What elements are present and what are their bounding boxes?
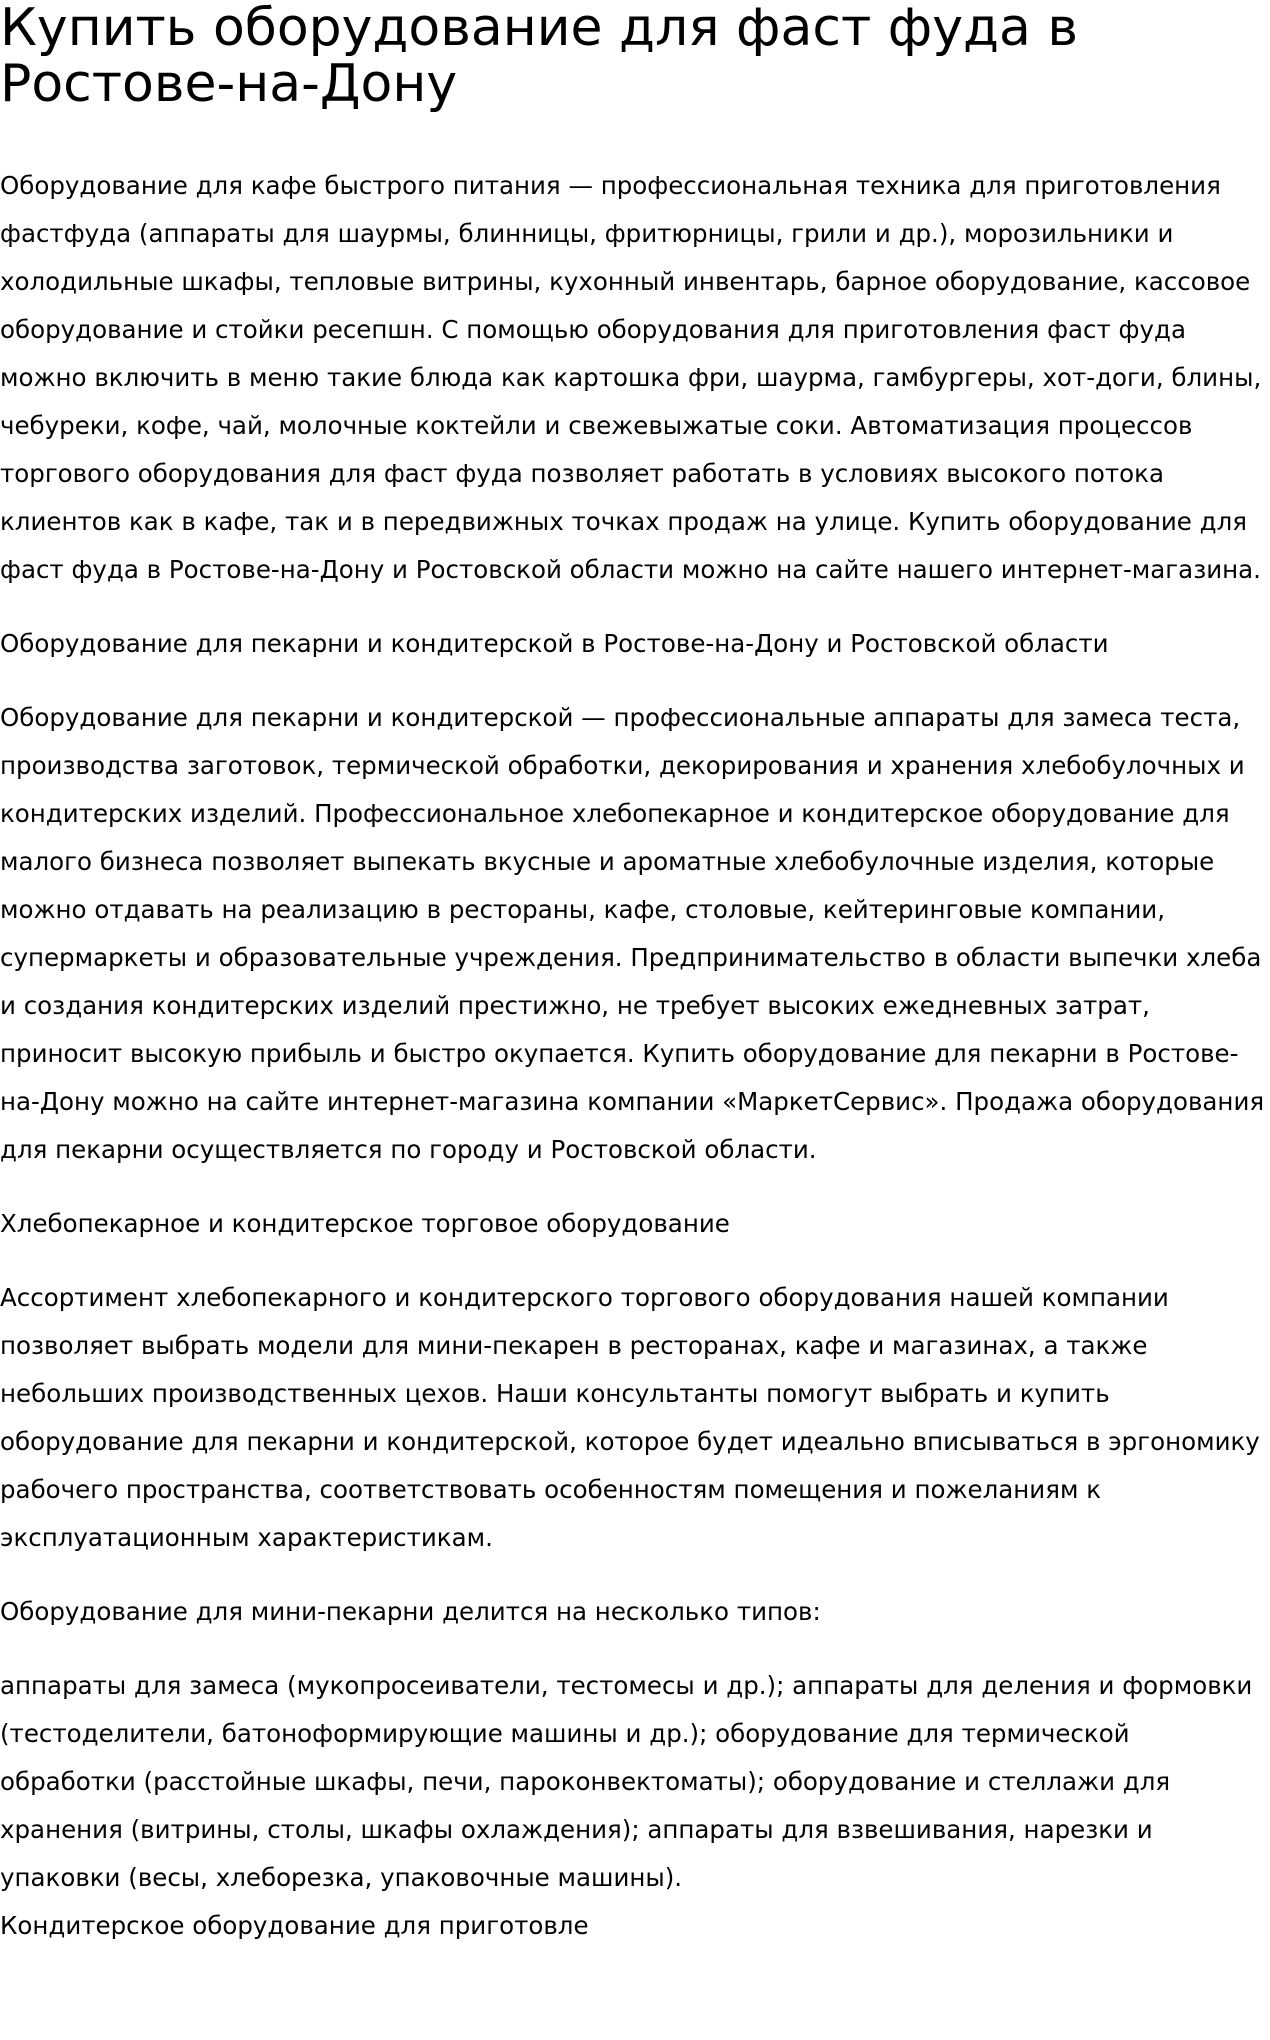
- paragraph-truncated: Кондитерское оборудование для приготовле: [0, 1911, 589, 1940]
- paragraph-bakery-description: Оборудование для пекарни и кондитерской — профессиональные аппараты для замеса теста, производства заготовок, термической обработки, декорирования и хранения хлебобулочных и кондитерских изделий. Профессиональное хлебопекарное и кондитерское оборудование для малого бизнеса позволяет выпекать вкусные и ароматные хлебобулочные изделия, которые можно отдавать на реализацию в рестораны, кафе, столовые, кейтеринговые компании, супермаркеты и образовательные учреждения. Предпринимательство в области выпечки хлеба и создания кондитерских изделий престижно, не требует высоких ежедневных затрат, приносит высокую прибыль и быстро окупается. Купить оборудование для пекарни в Ростове-на-Дону можно на сайте интернет-магазина компании «МаркетСервис». Продажа оборудования для пекарни осуществляется по городу и Ростовской области.: [0, 703, 1265, 1164]
- paragraph-assortment: Ассортимент хлебопекарного и кондитерского торгового оборудования нашей компании позволяет выбрать модели для мини-пекарен в ресторанах, кафе и магазинах, а также небольших производственных цехов. Наши консультанты помогут выбрать и купить оборудование для пекарни и кондитерской, которое будет идеально вписываться в эргономику рабочего пространства, соответствовать особенностям помещения и пожеланиям к эксплуатационным характеристикам.: [0, 1283, 1260, 1552]
- paragraph-fast-food-intro: Оборудование для кафе быстрого питания — профессиональная техника для приготовления фастфуда (аппараты для шаурмы, блинницы, фритюрницы, грили и др.), морозильники и холодильные шкафы, тепловые витрины, кухонный инвентарь, барное оборудование, кассовое оборудование и стойки ресепшн. С помощью оборудования для приготовления фаст фуда можно включить в меню такие блюда как картошка фри, шаурма, гамбургеры, хот-доги, блины, чебуреки, кофе, чай, молочные коктейли и свежевыжатые соки. Автоматизация процессов торгового оборудования для фаст фуда позволяет работать в условиях высокого потока клиентов как в кафе, так и в передвижных точках продаж на улице. Купить оборудование для фаст фуда в Ростове-на-Дону и Ростовской области можно на сайте нашего интернет-магазина.: [0, 171, 1262, 584]
- paragraph-bakery-equipment-heading: Хлебопекарное и кондитерское торговое оборудование: [0, 1209, 730, 1238]
- page-title: Купить оборудование для фаст фуда в Ростове-на-Дону: [0, 0, 1078, 114]
- paragraph-types-list: аппараты для замеса (мукопросеиватели, тестомесы и др.); аппараты для деления и формовки (тестоделители, батоноформирующие машины и др.); оборудование для термической обработки (расстойные шкафы, печи, пароконвектоматы); оборудование и стеллажи для хранения (витрины, столы, шкафы охлаждения); аппараты для взвешивания, нарезки и упаковки (весы, хлеборезка, упаковочные машины).: [0, 1671, 1253, 1892]
- paragraph-bakery-heading: Оборудование для пекарни и кондитерской в Ростове-на-Дону и Ростовской области: [0, 629, 1109, 658]
- paragraph-types-intro: Оборудование для мини-пекарни делится на несколько типов:: [0, 1597, 821, 1626]
